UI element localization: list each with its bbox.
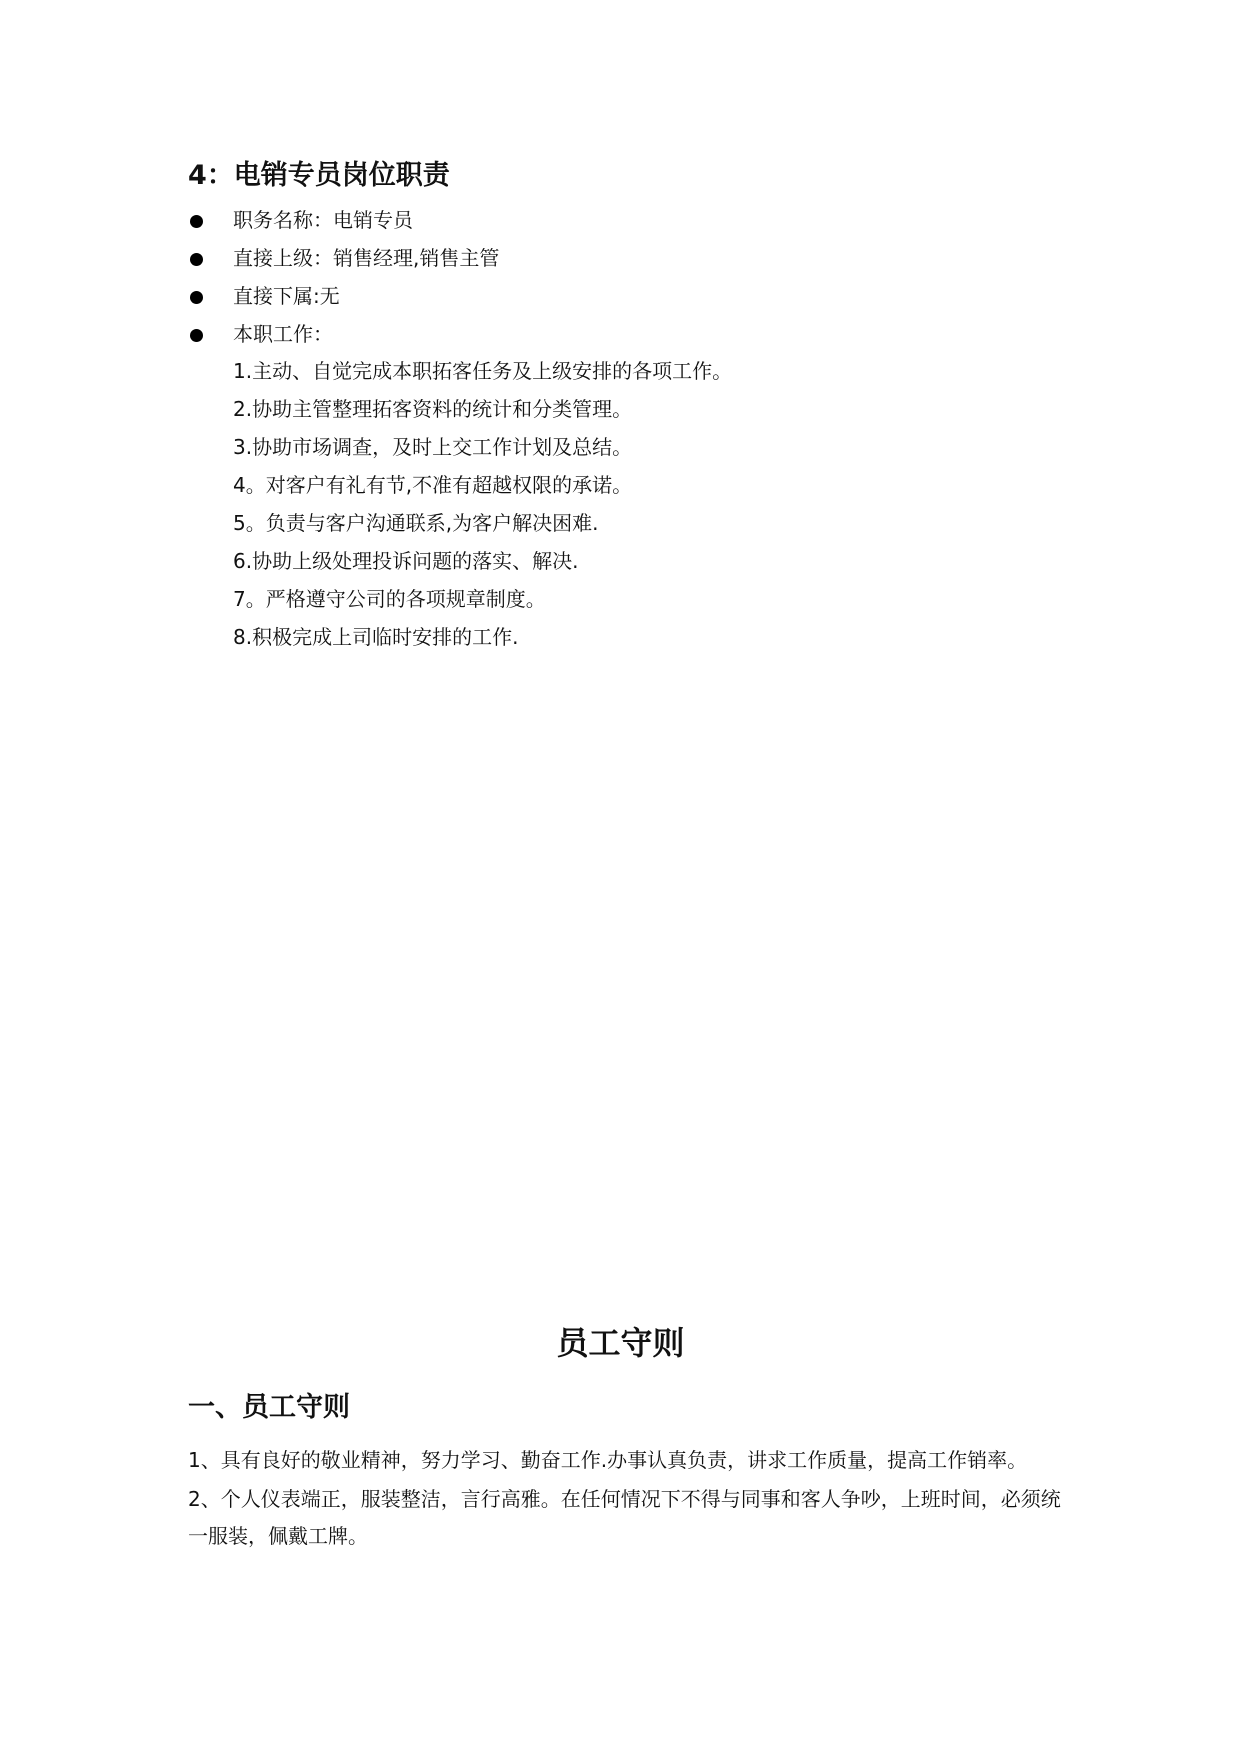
duty-list	[233, 355, 732, 659]
bullet-item-job-title	[188, 204, 499, 242]
duty-item: 1.主动、自觉完成本职拓客任务及上级安排的各项工作。	[233, 359, 733, 383]
bullet-icon	[190, 215, 203, 228]
rule-paragraph: 2、个人仪表端正，服装整洁，言行高雅。在任何情况下不得与同事和客人争吵，上班时间，必须统一服装，佩戴工牌。	[188, 1487, 1061, 1548]
bullet-item-duties	[188, 318, 499, 356]
bullet-item-supervisor	[188, 242, 499, 280]
duty-item: 8.积极完成上司临时安排的工作.	[233, 625, 519, 649]
rules-title: 员工守则	[556, 1324, 685, 1362]
duty-item: 2.协助主管整理拓客资料的统计和分类管理。	[233, 397, 633, 421]
bullet-list	[188, 204, 499, 356]
bullet-icon	[190, 291, 203, 304]
duty-item: 6.协助上级处理投诉问题的落实、解决.	[233, 549, 579, 573]
rules-body	[188, 1442, 1068, 1557]
bullet-text: 本职工作：	[233, 322, 333, 346]
bullet-text: 职务名称：电销专员	[233, 208, 413, 232]
bullet-item-subordinates	[188, 280, 499, 318]
bullet-icon	[190, 329, 203, 342]
bullet-text: 直接下属:无	[233, 284, 340, 308]
bullet-icon	[190, 253, 203, 266]
section-title: 4：电销专员岗位职责	[188, 160, 450, 191]
rule-paragraph: 1、具有良好的敬业精神，努力学习、勤奋工作.办事认真负责，讲求工作质量，提高工作销率。	[188, 1448, 1028, 1472]
duty-item: 4。对客户有礼有节,不准有超越权限的承诺。	[233, 473, 633, 497]
duty-item: 3.协助市场调查，及时上交工作计划及总结。	[233, 435, 633, 459]
duty-item: 5。负责与客户沟通联系,为客户解决困难.	[233, 511, 599, 535]
bullet-text: 直接上级：销售经理,销售主管	[233, 246, 500, 270]
duty-item: 7。严格遵守公司的各项规章制度。	[233, 587, 546, 611]
rules-subheading: 一、员工守则	[188, 1392, 350, 1423]
